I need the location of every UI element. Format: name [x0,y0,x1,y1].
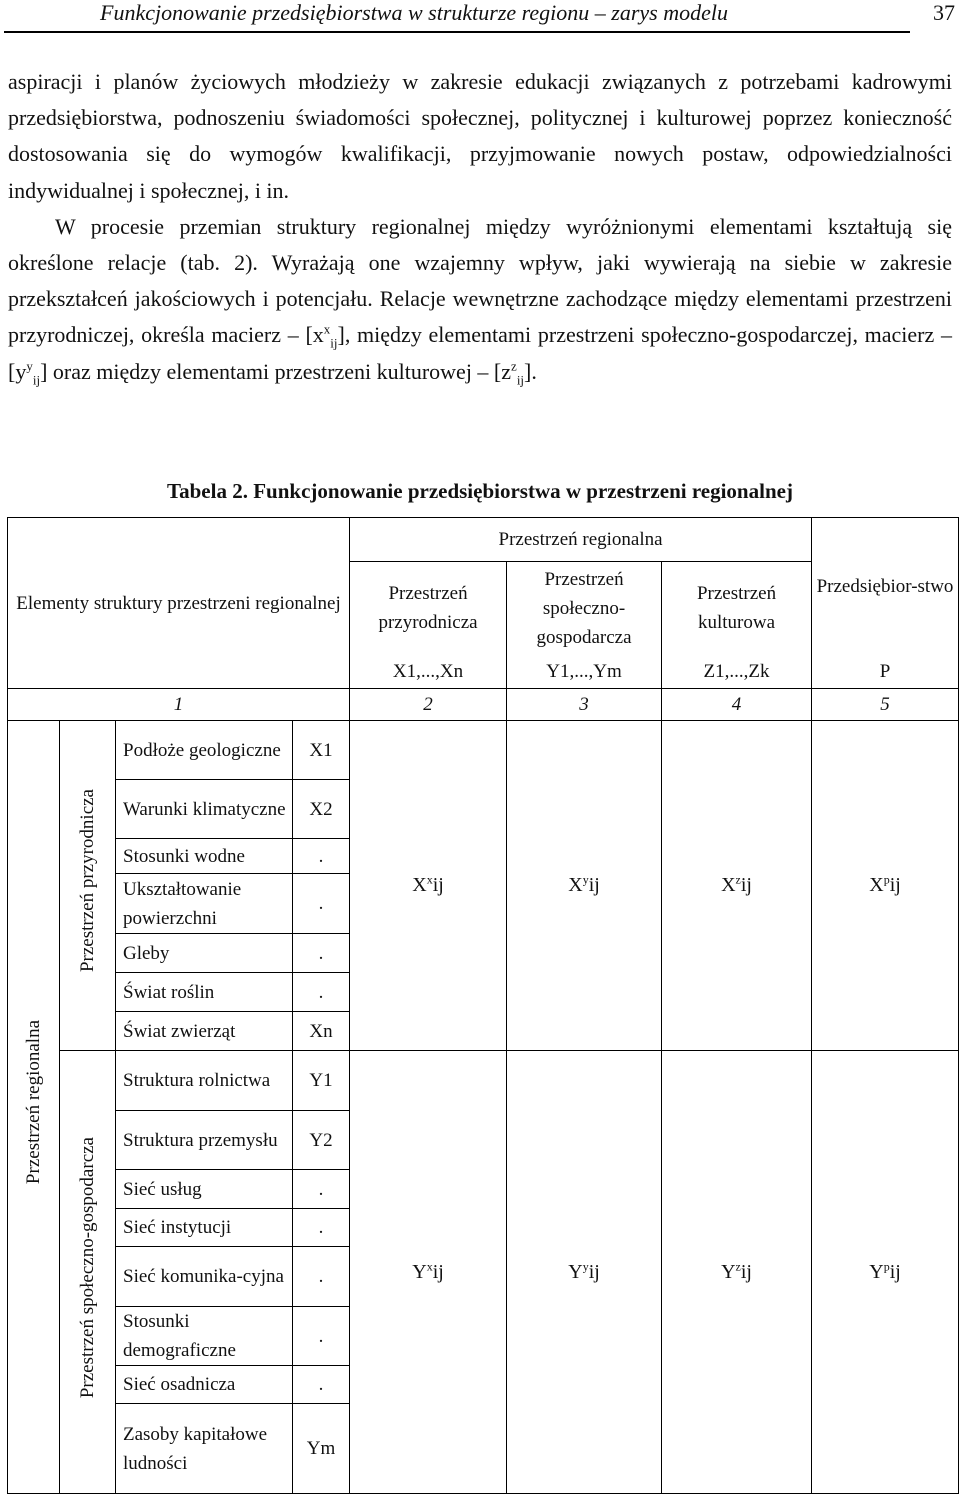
matrix-y-z: $Y^zij$ [662,1051,812,1494]
element-code: Ym [293,1404,350,1494]
header-rule [4,31,910,33]
p2-x-sup: x [323,322,331,338]
group1-label: Przestrzeń przyrodnicza [60,721,116,1051]
col-number-2: 2 [350,689,507,721]
p2-y-sup: y [26,358,33,374]
paragraph-1: aspiracji i planów życiowych młodzieży w zakresie edukacji związanych z potrzebami kadrowymi przedsiębiorstwa, podnoszeniu świadomości społecznej, politycznej i kulturowej poprzez konieczność dostosowania się do wymogów kwalifikacji, przyjmowanie nowych postaw, odpowiedzialności indywidualnej i społecznej, i in. [8,69,952,203]
col-number-4: 4 [662,689,812,721]
element-name: Struktura rolnictwa [116,1051,293,1111]
p2-end: ]. [524,358,537,384]
element-code: X1 [293,721,350,780]
p2-z-sup: z [511,358,517,374]
element-name: Sieć komunika-cyjna [116,1247,293,1307]
element-code: . [293,934,350,973]
table-row [8,721,959,780]
column-numbers-row [8,689,959,721]
element-code: Y2 [293,1111,350,1170]
table-caption: Tabela 2. Funkcjonowanie przedsiębiorstwa w przestrzeni regionalnej [167,479,793,503]
element-code: Xn [293,1012,350,1051]
element-code: . [293,839,350,874]
p2-mid1: ], między elementami przestrzeni społeczno-gospodarczej, macierz – [y [8,322,952,384]
group2-label: Przestrzeń społeczno-gospodarcza [60,1051,116,1494]
element-name: Świat roślin [116,973,293,1012]
element-name: Sieć usług [116,1170,293,1209]
paragraph-2 [8,209,952,390]
matrix-x-y: $X^yij$ [507,721,662,1051]
element-code: . [293,874,350,934]
element-code: . [293,1170,350,1209]
element-name: Zasoby kapitałowe ludności [116,1404,293,1494]
element-code: . [293,1366,350,1404]
element-name: Warunki klimatyczne [116,780,293,839]
element-code: . [293,1307,350,1366]
matrix-x-x: $X^xij$ [350,721,507,1051]
range-x: X1,...,Xn [350,655,507,689]
body-text [8,64,952,390]
running-header [0,0,960,36]
group-header: Przestrzeń regionalna [350,518,812,562]
element-name: Gleby [116,934,293,973]
matrix-y-p: $Y^pij$ [812,1051,959,1494]
page-number: 37 [933,0,955,25]
element-code: Y1 [293,1051,350,1111]
col-number-3: 3 [507,689,662,721]
outer-row-label: Przestrzeń regionalna [8,721,60,1494]
col-header-socioeconomic: Przestrzeń społeczno-gospodarcza [507,562,662,655]
col-header-natural: Przestrzeń przyrodnicza [350,562,507,655]
element-name: Świat zwierząt [116,1012,293,1051]
element-name: Podłoże geologiczne [116,721,293,780]
col-header-enterprise: Przedsiębior-stwo [812,518,959,655]
col-number-5: 5 [812,689,959,721]
corner-label: Elementy struktury przestrzeni regionalnej [8,518,350,689]
range-p: P [812,655,959,689]
element-name: Sieć instytucji [116,1209,293,1247]
matrix-y-y: $Y^yij$ [507,1051,662,1494]
p2-y-sub: ij [32,372,41,388]
element-name: Struktura przemysłu [116,1111,293,1170]
element-name: Stosunki demograficzne [116,1307,293,1366]
element-code: . [293,1247,350,1307]
col-header-cultural: Przestrzeń kulturowa [662,562,812,655]
relations-table [7,517,959,1494]
matrix-y-x: $Y^xij$ [350,1051,507,1494]
element-code: . [293,973,350,1012]
p2-z-sub: ij [516,372,525,388]
col-number-1: 1 [8,689,350,721]
running-title: Funkcjonowanie przedsiębiorstwa w strukturze regionu – zarys modelu [100,0,728,25]
matrix-x-p: $X^pij$ [812,721,959,1051]
range-y: Y1,...,Ym [507,655,662,689]
element-name: Stosunki wodne [116,839,293,874]
p2-mid2: ] oraz między elementami przestrzeni kulturowej – [z [40,358,512,384]
element-name: Sieć osadnicza [116,1366,293,1404]
element-code: . [293,1209,350,1247]
matrix-x-z: $X^zij$ [662,721,812,1051]
range-z: Z1,...,Zk [662,655,812,689]
p2-x-sub: ij [330,335,338,351]
element-name: Ukształtowanie powierzchni [116,874,293,934]
element-code: X2 [293,780,350,839]
table-row [8,1051,959,1111]
header-row-1 [8,518,959,562]
p2-intro: W procesie przemian struktury regionalnej między wyróżnionymi elementami kształtują się określone relacje (tab. 2). Wyrażają one wzajemny wpływ, jaki wywierają na siebie w zakresie przekształceń jakościowych i potencjału. Relacje wewnętrzne zachodzące między elementami przestrzeni przyrodniczej, określa macierz – [x [8,213,952,348]
